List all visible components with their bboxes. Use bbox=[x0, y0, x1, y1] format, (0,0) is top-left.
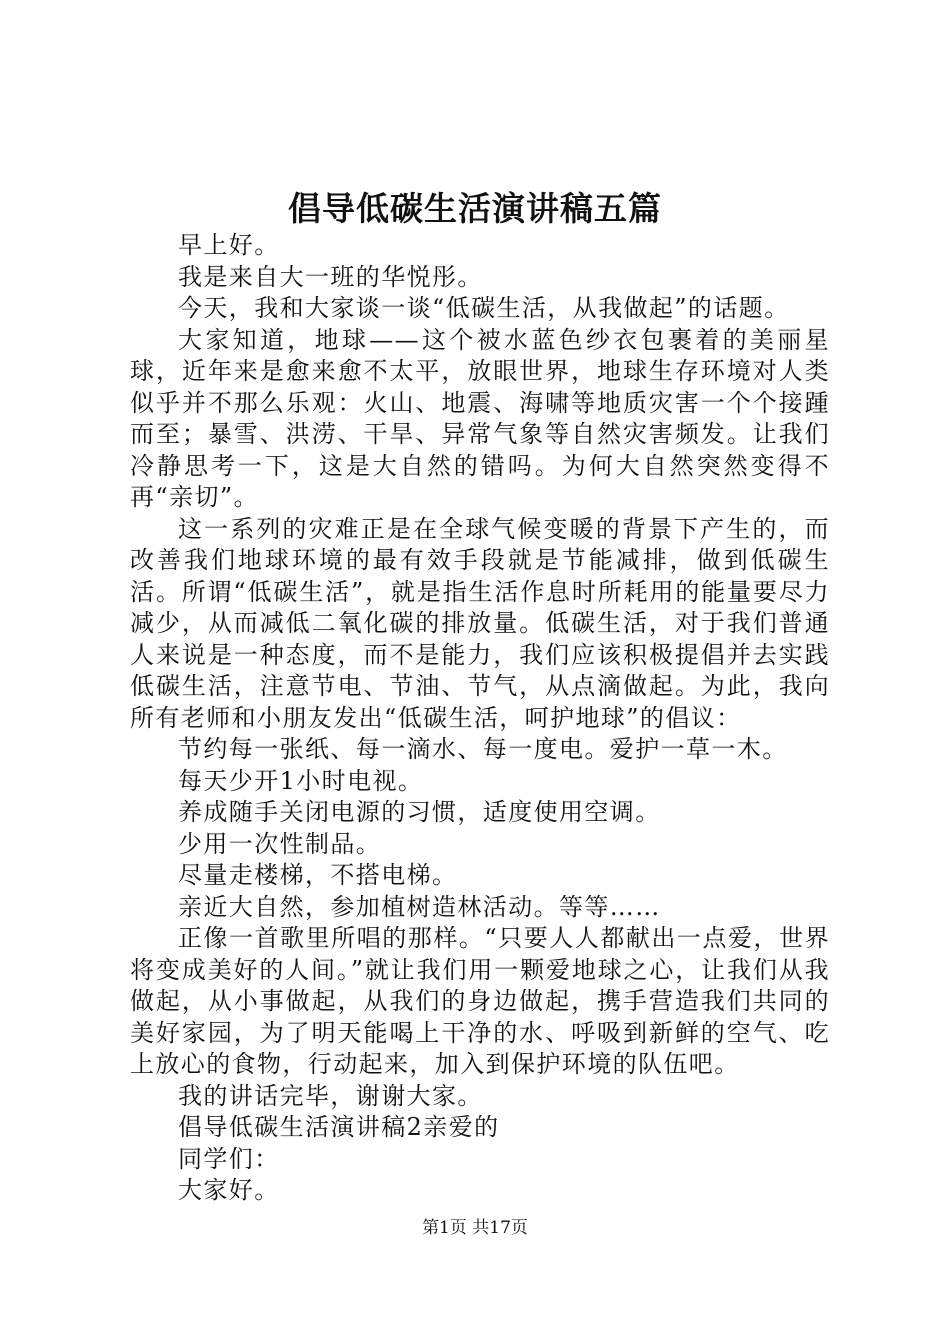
page-footer: 第1页 共17页 bbox=[422, 1218, 528, 1238]
document-body bbox=[130, 230, 830, 1207]
paragraph: 正像一首歌里所唱的那样。“只要人人都献出一点爱，世界将变成美好的人间。”就让我们用一颗爱地球之心，让我们从我做起，从小事做起，从我们的身边做起，携手营造我们共同的美好家园，为了明天能喝上干净的水、呼吸到新鲜的空气、吃上放心的食物，行动起来，加入到保护环境的队伍吧。 bbox=[130, 924, 830, 1078]
paragraph: 少用一次性制品。 bbox=[178, 829, 382, 858]
paragraph: 尽量走楼梯，不搭电梯。 bbox=[178, 861, 458, 889]
paragraph: 早上好。 bbox=[178, 231, 280, 259]
paragraph: 同学们： bbox=[178, 1144, 280, 1173]
paragraph: 亲近大自然，参加植树造林活动。等等…… bbox=[178, 892, 661, 921]
paragraph: 我是来自大一班的华悦彤。 bbox=[178, 262, 483, 291]
paragraph: 养成随手关闭电源的习惯，适度使用空调。 bbox=[178, 798, 661, 826]
paragraph: 每天少开1小时电视。 bbox=[178, 766, 424, 795]
paragraph: 我的讲话完毕，谢谢大家。 bbox=[178, 1081, 483, 1110]
paragraph: 大家知道，地球——这个被水蓝色纱衣包裹着的美丽星球，近年来是愈来愈不太平，放眼世界，地球生存环境对人类似乎并不那么乐观：火山、地震、海啸等地质灾害一个个接踵而至；暴雪、洪涝、干旱、异常气象等自然灾害频发。让我们冷静思考一下，这是大自然的错吗。为何大自然突然变得不再“亲切”。 bbox=[130, 325, 830, 511]
paragraph: 这一系列的灾难正是在全球气候变暖的背景下产生的，而改善我们地球环境的最有效手段就是节能减排，做到低碳生活。所谓“低碳生活”，就是指生活作息时所耗用的能量要尽力减少，从而减低二氧化碳的排放量。低碳生活，对于我们普通人来说是一种态度，而不是能力，我们应该积极提倡并去实践低碳生活，注意节电、节油、节气，从点滴做起。为此，我向所有老师和小朋友发出“低碳生活，呵护地球”的倡议： bbox=[130, 514, 830, 732]
paragraph: 大家好。 bbox=[178, 1176, 280, 1204]
paragraph: 倡导低碳生活演讲稿2亲爱的 bbox=[178, 1113, 500, 1141]
document-title: 倡导低碳生活演讲稿五篇 bbox=[288, 189, 662, 228]
paragraph: 今天，我和大家谈一谈“低碳生活，从我做起”的话题。 bbox=[178, 294, 790, 322]
paragraph: 节约每一张纸、每一滴水、每一度电。爱护一草一木。 bbox=[178, 735, 788, 763]
